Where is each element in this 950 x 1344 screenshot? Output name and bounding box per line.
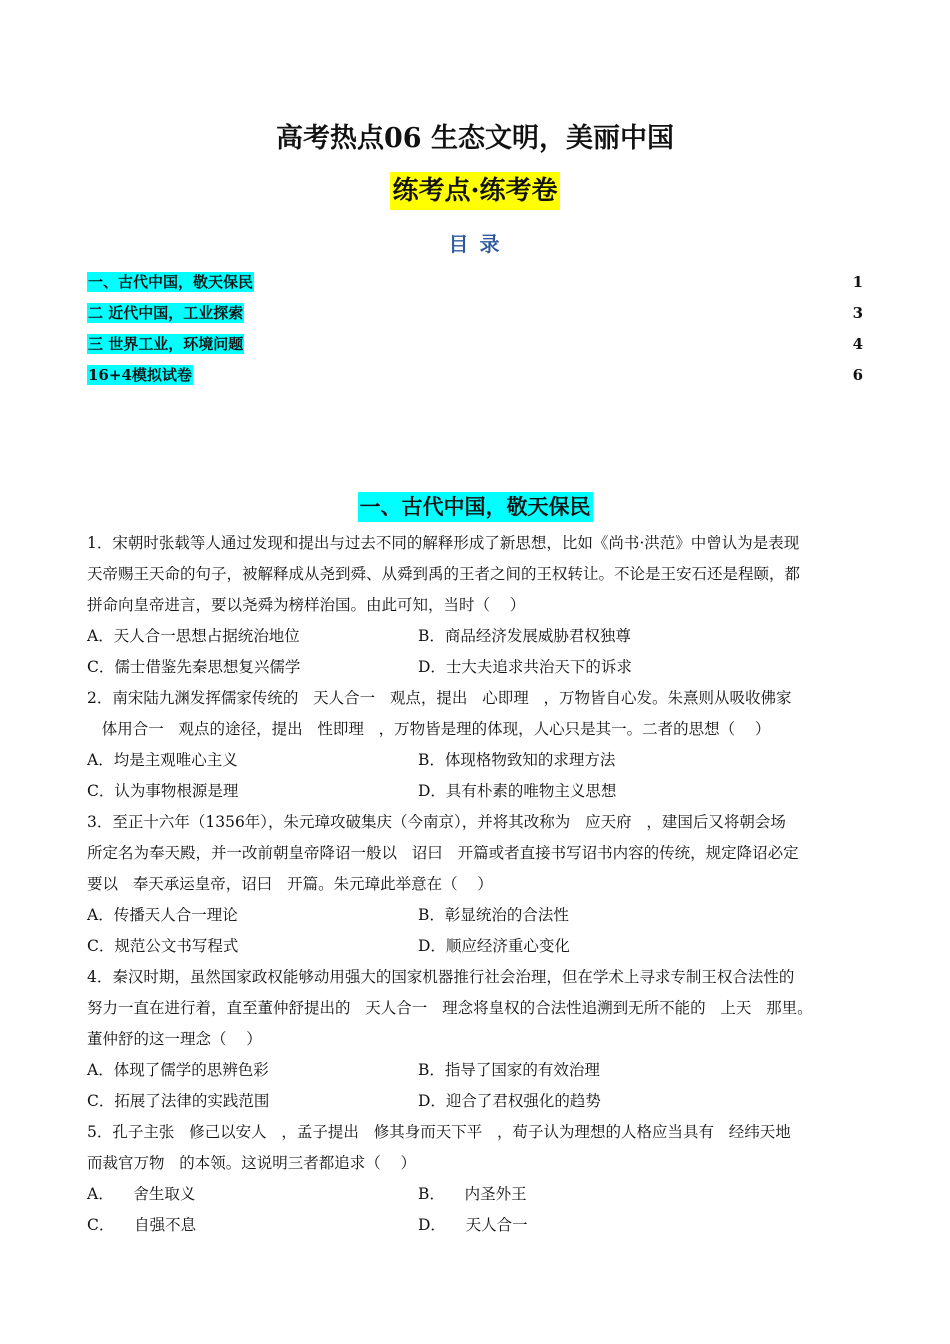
question-5 — [87, 1117, 867, 1241]
option-a: A．天人合一思想占据统治地位 — [87, 627, 300, 645]
section-heading: 一、古代中国，敬天保民 — [358, 492, 593, 522]
question-4 — [87, 962, 867, 1117]
question-text: 董仲舒的这一理念（ ） — [87, 1030, 262, 1048]
question-text: 1．宋朝时张载等人通过发现和提出与过去不同的解释形成了新思想，比如《尚书·洪范》中曾认为是表现 — [87, 534, 800, 552]
option-d: D．士大夫追求共治天下的诉求 — [418, 658, 632, 676]
toc-entry-page: 1 — [852, 273, 863, 291]
option-d: D． 天人合一 — [418, 1216, 528, 1234]
option-row — [87, 621, 867, 652]
toc-entry[interactable] — [87, 301, 863, 332]
option-d: D．具有朴素的唯物主义思想 — [418, 782, 617, 800]
option-c: C． 自强不息 — [87, 1216, 197, 1234]
option-row — [87, 900, 867, 931]
toc-entry-label[interactable]: 16+4模拟试卷 — [88, 366, 192, 384]
question-2 — [87, 683, 867, 807]
question-text: 3．至正十六年（1356年），朱元璋攻破集庆（今南京），并将其改称为 应天府 ，建国后又将朝会场 — [87, 813, 786, 831]
option-b: B．体现格物致知的求理方法 — [418, 751, 616, 769]
option-row — [87, 652, 867, 683]
option-a: A．体现了儒学的思辨色彩 — [87, 1061, 269, 1079]
question-text: 4．秦汉时期，虽然国家政权能够动用强大的国家机器推行社会治理，但在学术上寻求专制王权合法性的 — [87, 968, 795, 986]
option-row — [87, 931, 867, 962]
option-b: B．彰显统治的合法性 — [418, 906, 569, 924]
subtitle-container — [0, 172, 950, 210]
toc-entry-label[interactable]: 一、古代中国，敬天保民 — [88, 273, 254, 291]
option-row — [87, 1086, 867, 1117]
question-3 — [87, 807, 867, 962]
option-b: B． 内圣外王 — [418, 1185, 527, 1203]
document-subtitle: 练考点·练考卷 — [390, 172, 559, 210]
option-c: C．规范公文书写程式 — [87, 937, 239, 955]
option-c: C．拓展了法律的实践范围 — [87, 1092, 270, 1110]
toc-entry[interactable] — [87, 270, 863, 301]
toc-entry[interactable] — [87, 332, 863, 363]
toc-heading: 目 录 — [448, 232, 502, 256]
toc-entry-page: 4 — [852, 335, 863, 353]
table-of-contents — [87, 270, 863, 394]
option-row — [87, 1210, 867, 1241]
option-c: C．认为事物根源是理 — [87, 782, 239, 800]
question-1 — [87, 528, 867, 683]
option-a: A．均是主观唯心主义 — [87, 751, 238, 769]
question-text: 天帝赐王天命的句子，被解释成从尧到舜、从舜到禹的王者之间的王权转让。不论是王安石还是程颐，都 — [87, 565, 801, 583]
option-a: A． 舍生取义 — [87, 1185, 196, 1203]
question-text: 拼命向皇帝进言，要以尧舜为榜样治国。由此可知，当时（ ） — [87, 596, 526, 614]
option-a: A．传播天人合一理论 — [87, 906, 238, 924]
question-text: 努力一直在进行着，直至董仲舒提出的 天人合一 理念将皇权的合法性追溯到无所不能的 上天 那里。 — [87, 999, 813, 1017]
toc-entry-page: 6 — [852, 366, 863, 384]
question-list — [87, 528, 867, 1241]
toc-entry-label[interactable]: 二 近代中国，工业探索 — [88, 304, 244, 322]
toc-entry-page: 3 — [852, 304, 863, 322]
option-c: C．儒士借鉴先秦思想复兴儒学 — [87, 658, 301, 676]
option-d: D．迎合了君权强化的趋势 — [418, 1092, 601, 1110]
toc-entry[interactable] — [87, 363, 863, 394]
option-d: D．顺应经济重心变化 — [418, 937, 570, 955]
toc-entry-label[interactable]: 三 世界工业，环境问题 — [88, 335, 244, 353]
section-heading-container — [0, 492, 950, 522]
option-row — [87, 1179, 867, 1210]
option-b: B．指导了国家的有效治理 — [418, 1061, 600, 1079]
option-row — [87, 1055, 867, 1086]
document-title: 高考热点06 生态文明，美丽中国 — [276, 123, 674, 154]
question-text: 而裁官万物 的本领。这说明三者都追求（ ） — [87, 1154, 416, 1172]
question-text: 体用合一 观点的途径，提出 性即理 ，万物皆是理的体现，人心只是其一。二者的思想（ ） — [87, 720, 771, 738]
option-row — [87, 745, 867, 776]
option-row — [87, 776, 867, 807]
question-text: 所定名为奉天殿，并一改前朝皇帝降诏一般以 诏曰 开篇或者直接书写诏书内容的传统，规定降诏必定 — [87, 844, 799, 862]
question-text: 2．南宋陆九渊发挥儒家传统的 天人合一 观点，提出 心即理 ，万物皆自心发。朱熹则从吸收佛家 — [87, 689, 792, 707]
option-b: B．商品经济发展威胁君权独尊 — [418, 627, 631, 645]
question-text: 5．孔子主张 修己以安人 ，孟子提出 修其身而天下平 ，荀子认为理想的人格应当具有 经纬天地 — [87, 1123, 791, 1141]
question-text: 要以 奉天承运皇帝，诏曰 开篇。朱元璋此举意在（ ） — [87, 875, 493, 893]
